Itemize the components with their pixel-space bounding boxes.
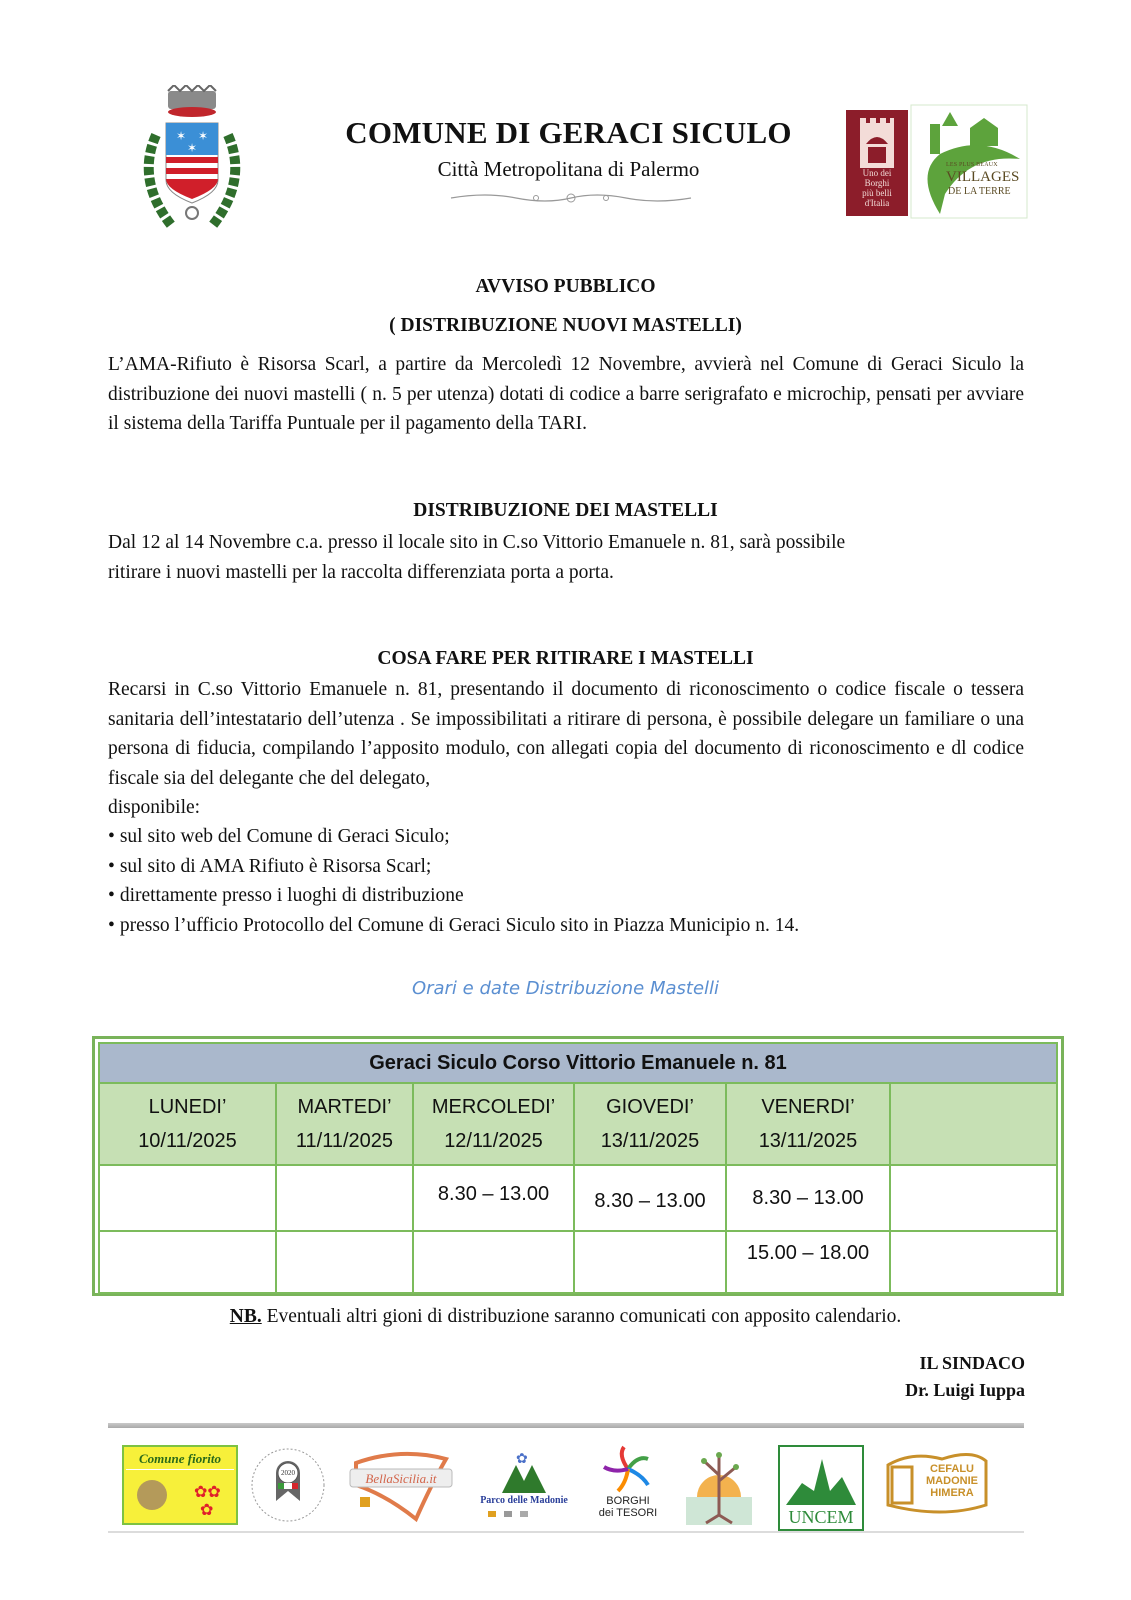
comune-fiorito-label: Comune fiorito bbox=[139, 1451, 221, 1466]
signature-title: IL SINDACO bbox=[919, 1353, 1025, 1373]
day-name: MERCOLEDI’ bbox=[431, 1096, 556, 1118]
howto-heading: COSA FARE PER RITIRARE I MASTELLI bbox=[377, 648, 754, 669]
plus-beaux-villages-logo bbox=[910, 104, 1028, 219]
time-slot bbox=[413, 1231, 574, 1293]
schedule-table bbox=[98, 1042, 1058, 1294]
schedule-caption: Orari e date Distribuzione Mastelli bbox=[411, 978, 720, 999]
bella-sicilia-label: BellaSicilia.it bbox=[365, 1471, 437, 1486]
distribution-heading: DISTRIBUZIONE DEI MASTELLI bbox=[413, 500, 718, 521]
list-item: • presso l’ufficio Protocollo del Comune di Geraci Siculo sito in Piazza Municipio n. 14. bbox=[108, 911, 1024, 941]
day-date: 13/11/2025 bbox=[600, 1130, 700, 1152]
time-slot bbox=[890, 1165, 1057, 1231]
list-item: • sul sito di AMA Rifiuto è Risorsa Scarl; bbox=[108, 852, 1024, 882]
premio-year: 2020 bbox=[281, 1469, 295, 1477]
premio-ambasciatore-logo bbox=[246, 1445, 330, 1525]
footnote-text: Eventuali altri gioni di distribuzione saranno comunicati con apposito calendario. bbox=[261, 1306, 902, 1327]
borghi-tesori-label: BORGHI dei TESORI bbox=[598, 1495, 658, 1519]
footnote bbox=[0, 1306, 1131, 1328]
svg-text:✿✿: ✿✿ bbox=[194, 1484, 221, 1501]
day-header-empty bbox=[890, 1083, 1057, 1165]
time-slot bbox=[99, 1231, 276, 1293]
bella-sicilia-logo bbox=[346, 1445, 456, 1525]
comune-fiorito-logo bbox=[122, 1445, 238, 1525]
day-date: 10/11/2025 bbox=[138, 1130, 237, 1152]
villages-big-text: VILLAGES bbox=[946, 169, 1020, 185]
day-date: 11/11/2025 bbox=[295, 1130, 394, 1152]
time-slot bbox=[574, 1231, 726, 1293]
day-header bbox=[99, 1083, 276, 1165]
time-slot: 15.00 – 18.00 bbox=[726, 1231, 890, 1293]
time-slot: 8.30 – 13.00 bbox=[413, 1165, 574, 1231]
villages-terre-text: DE LA TERRE bbox=[948, 186, 1011, 197]
howto-text: Recarsi in C.so Vittorio Emanuele n. 81, presentando il documento di riconoscimento o codice fiscale o tessera sanitaria dell’intestatario dell’utenza . Se impossibilitati a ritirare di persona, è possibile delegare un familiare o una persona di fiducia, compilando l’apposito modulo, con allegati copia del documento di riconoscimento e dl codice fiscale sia del delegante che del delegato, bbox=[108, 679, 1024, 789]
svg-text:✿: ✿ bbox=[200, 1502, 214, 1519]
tree-logo bbox=[686, 1445, 752, 1525]
day-header bbox=[574, 1083, 726, 1165]
time-slot: 8.30 – 13.00 bbox=[574, 1165, 726, 1231]
day-name: GIOVEDI’ bbox=[606, 1096, 694, 1118]
day-name: VENERDI’ bbox=[761, 1096, 855, 1118]
footer-bottom-divider bbox=[108, 1531, 1024, 1533]
distribution-line-1: Dal 12 al 14 Novembre c.a. presso il locale sito in C.so Vittorio Emanuele n. 81, sarà possibile bbox=[108, 532, 846, 553]
ornament-divider bbox=[446, 190, 696, 206]
day-date: 12/11/2025 bbox=[444, 1130, 543, 1152]
footnote-label: NB. bbox=[229, 1306, 262, 1327]
time-slot bbox=[99, 1165, 276, 1231]
available-label: disponibile: bbox=[108, 797, 201, 818]
distribution-line-2: ritirare i nuovi mastelli per la raccolta differenziata porta a porta. bbox=[108, 562, 614, 583]
uncem-logo bbox=[778, 1445, 864, 1531]
municipality-title: COMUNE DI GERACI SICULO bbox=[345, 115, 792, 150]
borghi-text-3: più belli bbox=[862, 188, 892, 198]
availability-list bbox=[108, 822, 1024, 940]
list-item: • sul sito web del Comune di Geraci Siculo; bbox=[108, 822, 1024, 852]
svg-text:✿: ✿ bbox=[516, 1452, 528, 1467]
villages-small-text: LES PLUS BEAUX bbox=[946, 162, 998, 168]
borghi-text-4: d'Italia bbox=[864, 198, 890, 208]
svg-text:✶: ✶ bbox=[187, 141, 198, 155]
svg-text:✶: ✶ bbox=[198, 129, 209, 143]
notice-subtitle: ( DISTRIBUZIONE NUOVI MASTELLI) bbox=[389, 315, 742, 336]
time-slot bbox=[890, 1231, 1057, 1293]
borghi-piu-belli-logo bbox=[846, 110, 908, 216]
notice-title: AVVISO PUBBLICO bbox=[475, 276, 656, 297]
uncem-label: UNCEM bbox=[788, 1507, 854, 1527]
day-header bbox=[413, 1083, 574, 1165]
day-header bbox=[276, 1083, 413, 1165]
day-name: LUNEDI’ bbox=[148, 1096, 227, 1118]
borghi-text-2: Borghi bbox=[864, 178, 890, 188]
day-date: 13/11/2025 bbox=[758, 1130, 858, 1152]
time-slot bbox=[276, 1165, 413, 1231]
borghi-tesori-logo bbox=[598, 1445, 658, 1525]
parco-madonie-label: Parco delle Madonie bbox=[480, 1495, 568, 1506]
municipality-subtitle: Città Metropolitana di Palermo bbox=[437, 157, 700, 181]
schedule-table-frame bbox=[92, 1036, 1064, 1296]
schedule-location: Geraci Siculo Corso Vittorio Emanuele n. 81 bbox=[99, 1043, 1057, 1083]
cefalu-label: CEFALU MADONIE HIMERA bbox=[926, 1463, 978, 1499]
footer-divider bbox=[108, 1423, 1024, 1428]
day-header bbox=[726, 1083, 890, 1165]
borghi-text-1: Uno dei bbox=[862, 168, 892, 178]
cefalu-madonie-himera-logo bbox=[882, 1445, 992, 1525]
notice-intro: L’AMA-Rifiuto è Risorsa Scarl, a partire da Mercoledì 12 Novembre, avvierà nel Comune di Geraci Siculo la distribuzione dei nuovi mastelli ( n. 5 per utenza) dotati di codice a barre serigrafato e microchip, pensati per avviare il sistema della Tariffa Puntuale per il pagamento della TARI. bbox=[108, 354, 1024, 434]
signature-name: Dr. Luigi Iuppa bbox=[905, 1380, 1025, 1400]
parco-madonie-logo bbox=[478, 1445, 570, 1525]
day-name: MARTEDI’ bbox=[297, 1096, 392, 1118]
time-slot bbox=[276, 1231, 413, 1293]
svg-text:✶: ✶ bbox=[176, 129, 187, 143]
list-item: • direttamente presso i luoghi di distribuzione bbox=[108, 881, 1024, 911]
time-slot: 8.30 – 13.00 bbox=[726, 1165, 890, 1231]
